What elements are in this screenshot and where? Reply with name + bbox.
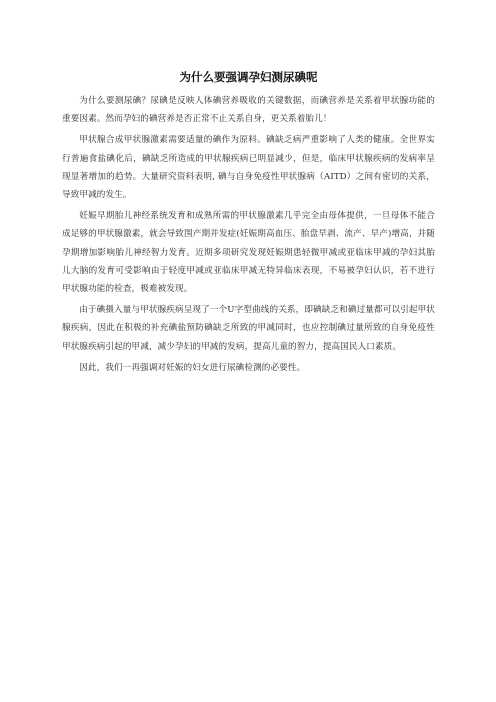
document-title: 为什么要强调孕妇测尿碘呢 bbox=[179, 70, 318, 84]
document-page bbox=[62, 56, 435, 380]
paragraph-intro: 为什么要测尿碘？尿碘是反映人体碘营养吸收的关键数据，而碘营养是关系着甲状腺功能的重要因素。然而孕妇的碘营养是否正常不止关系自身，更关系着胎儿！ bbox=[62, 96, 435, 125]
paragraph-conclusion: 因此，我们一再强调对妊娠的妇女进行尿碘检测的必要性。 bbox=[79, 362, 306, 373]
paragraph-pregnancy-effects: 妊娠早期胎儿神经系统发育和成熟所需的甲状腺激素几乎完全由母体提供，一旦母体不能合成足够的甲状腺激素，就会导致围产期并发症(妊娠期高血压、胎盘早剥、流产、早产)增高，并随孕期增加影响胎儿神经智力发育。近期多项研究发现妊娠期患轻微甲减或亚临床甲减的孕妇其胎儿大脑的发育可受影响由于轻度甲减或亚临床甲减无特异临床表现，不易被孕妇认识，若不进行甲状腺功能的检查，极难被发现。 bbox=[62, 211, 435, 295]
paragraph-thyroid-hormone: 甲状腺合成甲状腺激素需要适量的碘作为原料。碘缺乏病严重影响了人类的健康。全世界实行普遍食盐碘化后，碘缺乏所造成的甲状腺疾病已明显减少，但是，临床甲状腺疾病的发病率呈现显著增加的趋势。大量研究资料表明, 碘与自身免疫性甲状腺病（AITD）之间有密切的关系，导致甲减的发生。 bbox=[62, 135, 435, 201]
paragraph-u-curve: 由于碘摄入量与甲状腺疾病呈现了一个U字型曲线的关系，即碘缺乏和碘过量都可以引起甲状腺疾病，因此在积极的补充碘盐预防碘缺乏所致的甲减同时，也应控制碘过量所致的自身免疫性甲状腺疾病引起的甲减，减少孕妇的甲减的发病，提高儿童的智力，提高国民人口素质。 bbox=[62, 305, 435, 352]
